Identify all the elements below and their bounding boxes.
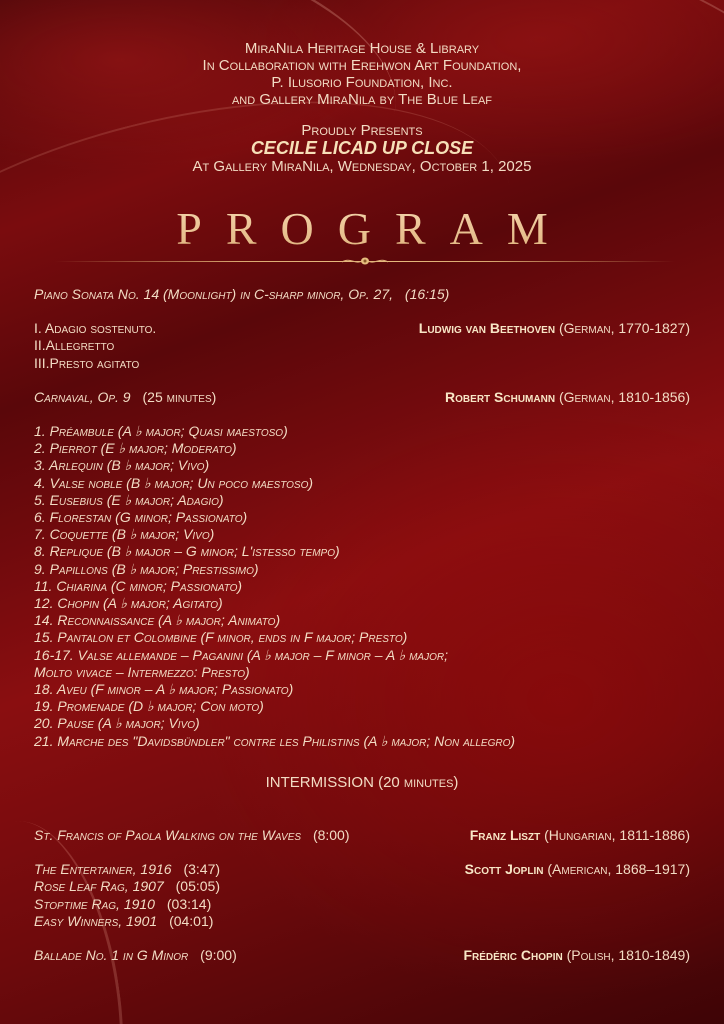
movement: 19. Promenade (D ♭ major; Con moto) — [34, 698, 264, 715]
piece-title: Piano Sonata No. 14 (Moonlight) in C-sharp minor, Op. 27, (16:15) — [34, 286, 450, 302]
movement: 1. Préambule (A ♭ major; Quasi maestoso) — [34, 423, 288, 440]
presenter-line: P. Ilusorio Foundation, Inc. — [271, 74, 453, 91]
piece-title: Ballade No. 1 in G Minor (9:00) — [34, 947, 237, 964]
movement: 11. Chiarina (C minor; Passionato) — [34, 577, 243, 594]
piece-chopin — [34, 947, 690, 964]
intermission-duration: (20 minutes) — [378, 773, 459, 791]
composer — [465, 861, 690, 878]
program-title: PROGRAM — [0, 202, 724, 255]
movement: 20. Pause (A ♭ major; Vivo) — [34, 715, 200, 732]
movement: 3. Arlequin (B ♭ major; Vivo) — [34, 457, 210, 474]
movement-list — [34, 320, 156, 372]
movement: 12. Chopin (A ♭ major; Agitato) — [34, 595, 223, 612]
composer — [445, 389, 690, 406]
presenter-line: MiraNila Heritage House & Library — [244, 40, 480, 57]
header — [0, 40, 724, 175]
movement-list — [34, 423, 690, 750]
movement: II.Allegretto — [34, 337, 115, 354]
work: Rose Leaf Rag, 1907 (05:05) — [34, 878, 220, 895]
composer-info: (German, 1770-1827) — [558, 320, 690, 337]
movement: 7. Coquette (B ♭ major; Vivo) — [34, 526, 215, 543]
piece-duration: (9:00) — [200, 947, 237, 964]
piece-schumann — [34, 389, 690, 750]
piece-beethoven — [34, 286, 690, 372]
movement: I. Adagio sostenuto. — [34, 320, 157, 337]
movement: Molto vivace – Intermezzo: Presto) — [34, 663, 250, 680]
composer-info: (German, 1810-1856) — [558, 388, 690, 405]
flourish-icon — [340, 255, 390, 267]
composer-info: (American, 1868–1917) — [547, 861, 690, 878]
movement: 21. Marche des "Davidsbündler" contre les Philistins (A ♭ major; Non allegro) — [34, 732, 516, 749]
ornamental-divider — [55, 259, 675, 265]
presenter-line: In Collaboration with Erehwon Art Foundation, — [202, 57, 522, 74]
presenter-line: and Gallery MiraNila by The Blue Leaf — [231, 91, 493, 108]
intermission-label: INTERMISSION — [265, 773, 374, 791]
intermission — [34, 774, 690, 791]
program-content — [34, 286, 690, 964]
movement: 14. Reconnaissance (A ♭ major; Animato) — [34, 612, 281, 629]
venue-date: At Gallery MiraNila, Wednesday, October 1, 2025 — [192, 158, 532, 175]
piece-duration: (8:00) — [312, 827, 350, 844]
composer-name: Frédéric Chopin — [463, 947, 563, 964]
movement: 4. Valse noble (B ♭ major; Un poco maestoso) — [34, 474, 314, 491]
event-title: CECILE LICAD UP CLOSE — [250, 138, 474, 158]
work: Stoptime Rag, 1910 (03:14) — [34, 895, 212, 912]
piece-joplin — [34, 861, 690, 930]
work-list — [34, 861, 220, 930]
composer — [470, 827, 690, 844]
movement: 18. Aveu (F minor – A ♭ major; Passionato) — [34, 681, 294, 698]
composer-name: Ludwig van Beethoven — [418, 320, 556, 337]
proudly-presents: Proudly Presents — [301, 122, 423, 139]
composer-name: Franz Liszt — [469, 827, 541, 844]
work: Easy Winners, 1901 (04:01) — [34, 912, 214, 929]
composer-info: (Hungarian, 1811-1886) — [544, 827, 690, 844]
piece-duration: (16:15) — [404, 286, 450, 302]
movement: 9. Papillons (B ♭ major; Prestissimo) — [34, 560, 259, 577]
movement: 6. Florestan (G minor; Passionato) — [34, 509, 248, 526]
composer-info: (Polish, 1810-1849) — [566, 947, 690, 964]
composer-name: Robert Schumann — [445, 388, 556, 405]
composer-name: Scott Joplin — [464, 861, 544, 878]
composer — [463, 947, 690, 964]
movement: 15. Pantalon et Colombine (F minor, ends in F major; Presto) — [34, 629, 408, 646]
composer — [419, 320, 690, 337]
piece-liszt — [34, 827, 690, 844]
movement: 5. Eusebius (E ♭ major; Adagio) — [34, 491, 224, 508]
piece-title: St. Francis of Paola Walking on the Waves (8:00) — [34, 827, 350, 844]
piece-title: Carnaval, Op. 9 (25 minutes) — [34, 388, 217, 405]
movement: 16-17. Valse allemande – Paganini (A ♭ major – F minor – A ♭ major; — [34, 646, 448, 663]
work: The Entertainer, 1916 (3:47) — [34, 861, 221, 878]
movement: 8. Replique (B ♭ major – G minor; L'istesso tempo) — [34, 543, 340, 560]
movement: 2. Pierrot (E ♭ major; Moderato) — [34, 440, 237, 457]
movement: III.Presto agitato — [34, 354, 140, 371]
piece-duration: (25 minutes) — [142, 388, 217, 405]
